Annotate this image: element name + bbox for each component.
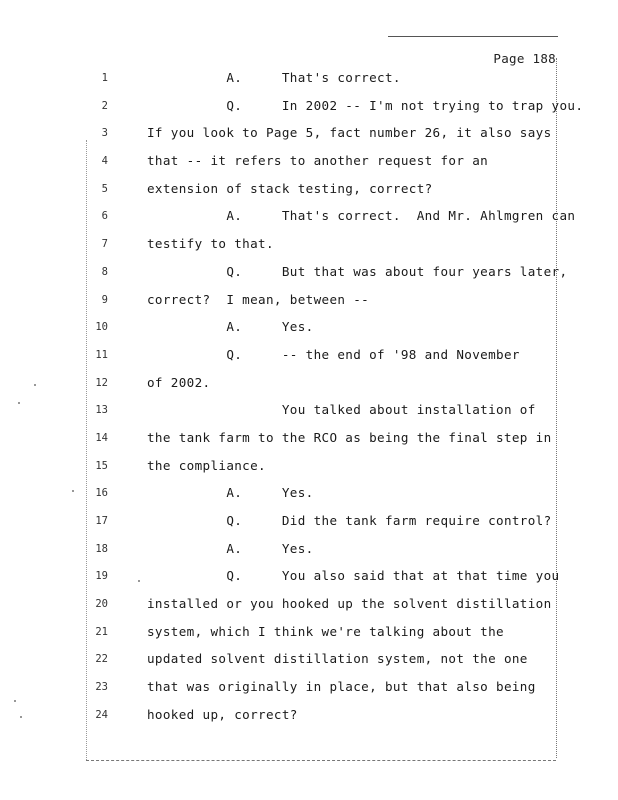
line-text: Q. -- the end of '98 and November — [147, 346, 520, 362]
transcript-line — [0, 291, 618, 319]
line-text: A. That's correct. And Mr. Ahlmgren can — [147, 208, 576, 224]
line-text: A. Yes. — [147, 319, 314, 335]
line-number: 15 — [95, 459, 108, 472]
line-number: 5 — [101, 182, 108, 195]
transcript-line — [0, 207, 618, 235]
line-number: 23 — [95, 681, 108, 694]
line-text: the tank farm to the RCO as being the final step in — [147, 429, 552, 445]
line-text: installed or you hooked up the solvent distillation — [147, 596, 552, 612]
line-text: A. Yes. — [147, 485, 314, 501]
line-text: hooked up, correct? — [147, 706, 298, 722]
line-number: 2 — [101, 99, 108, 112]
line-number: 13 — [95, 404, 108, 417]
line-text: Q. But that was about four years later, — [147, 263, 568, 279]
line-number: 3 — [101, 127, 108, 140]
transcript-line — [0, 346, 618, 374]
transcript-line — [0, 595, 618, 623]
line-text: system, which I think we're talking about the — [147, 623, 504, 639]
line-number: 21 — [95, 625, 108, 638]
line-number: 20 — [95, 598, 108, 611]
line-number: 11 — [95, 348, 108, 361]
line-number: 9 — [101, 293, 108, 306]
line-text: If you look to Page 5, fact number 26, it also says — [147, 125, 552, 141]
transcript-line — [0, 69, 618, 97]
line-text: extension of stack testing, correct? — [147, 180, 433, 196]
line-number: 6 — [101, 210, 108, 223]
line-number: 14 — [95, 431, 108, 444]
header-rule — [388, 36, 558, 37]
line-number: 16 — [95, 487, 108, 500]
line-number: 8 — [101, 265, 108, 278]
transcript-line — [0, 401, 618, 429]
line-number: 22 — [95, 653, 108, 666]
transcript-line — [0, 678, 618, 706]
transcript-body — [0, 69, 618, 734]
line-number: 24 — [95, 708, 108, 721]
transcript-line — [0, 512, 618, 540]
page-number: Page 188 — [493, 51, 556, 66]
line-number: 1 — [101, 72, 108, 84]
line-text: Q. In 2002 -- I'm not trying to trap you. — [147, 97, 584, 113]
transcript-line — [0, 180, 618, 208]
line-number: 17 — [95, 515, 108, 527]
transcript-line — [0, 235, 618, 263]
footer-rule — [86, 760, 556, 761]
transcript-line — [0, 152, 618, 180]
transcript-line — [0, 318, 618, 346]
transcript-line — [0, 457, 618, 485]
transcript-line — [0, 650, 618, 678]
transcript-line — [0, 623, 618, 651]
line-text: that -- it refers to another request for an — [147, 153, 489, 169]
line-text: Q. You also said that at that time you — [147, 568, 560, 584]
line-text: the compliance. — [147, 457, 266, 473]
transcript-line — [0, 124, 618, 152]
transcript-line — [0, 484, 618, 512]
transcript-line — [0, 567, 618, 595]
line-number: 4 — [101, 155, 108, 168]
line-text: of 2002. — [147, 374, 211, 390]
transcript-line — [0, 374, 618, 402]
line-text: updated solvent distillation system, not the one — [147, 651, 528, 667]
line-text: testify to that. — [147, 236, 274, 252]
line-number: 18 — [95, 542, 108, 555]
line-number: 12 — [95, 376, 108, 389]
line-text: A. Yes. — [147, 540, 314, 556]
transcript-line — [0, 97, 618, 125]
transcript-line — [0, 540, 618, 568]
line-text: that was originally in place, but that also being — [147, 679, 536, 695]
line-text: Q. Did the tank farm require control? — [147, 513, 552, 528]
transcript-line — [0, 263, 618, 291]
line-number: 19 — [95, 570, 108, 583]
line-text: You talked about installation of — [147, 402, 536, 418]
line-number: 10 — [95, 321, 108, 334]
line-text: correct? I mean, between -- — [147, 291, 370, 307]
transcript-line — [0, 706, 618, 734]
line-text: A. That's correct. — [147, 70, 401, 85]
transcript-line — [0, 429, 618, 457]
line-number: 7 — [101, 238, 108, 251]
